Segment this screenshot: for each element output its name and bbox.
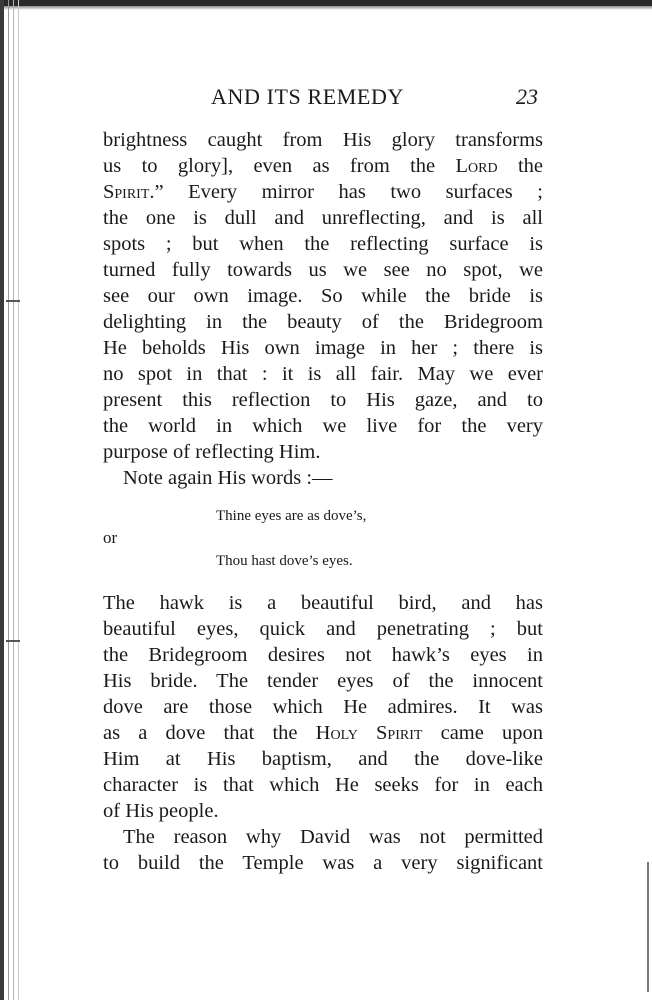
text-span: .” Every mirror has two surfaces ; xyxy=(149,181,543,203)
text-line: brightness caught from His glory transforms xyxy=(103,129,543,151)
text-line: turned fully towards us we see no spot, we xyxy=(103,259,543,281)
text-span: as a dove that the xyxy=(103,722,298,744)
spine-mark xyxy=(6,640,20,642)
text-line: Him at His baptism, and the dove-like xyxy=(103,748,543,770)
text-span: us to glory], even as from the xyxy=(103,155,436,177)
text-line: The hawk is a beautiful bird, and has xyxy=(103,592,543,614)
page-top-shadow xyxy=(0,6,652,10)
running-head: AND ITS REMEDY xyxy=(211,84,404,109)
right-edge-mark xyxy=(647,862,649,992)
text-line: of His people. xyxy=(103,800,219,822)
text-line: to build the Temple was a very significant xyxy=(103,852,543,874)
spine-mark xyxy=(6,300,20,302)
text-line: present this reflection to His gaze, and to xyxy=(103,389,543,411)
text-line: spots ; but when the reflecting surface is xyxy=(103,233,543,255)
text-span: came upon xyxy=(440,722,544,744)
spirit-small-caps: Spirit xyxy=(103,181,150,203)
text-line: The reason why David was not permitted xyxy=(123,826,543,848)
holy-spirit-small-caps: Holy Spirit xyxy=(315,722,423,744)
book-spine-edge xyxy=(0,0,4,1000)
text-line xyxy=(103,153,543,179)
text-line xyxy=(103,720,543,746)
text-line: purpose of reflecting Him. xyxy=(103,441,321,463)
gutter-line xyxy=(13,0,14,1000)
text-line: beautiful eyes, quick and penetrating ; but xyxy=(103,618,543,640)
gutter-line xyxy=(8,0,9,1000)
text-line: see our own image. So while the bride is xyxy=(103,285,543,307)
page-header xyxy=(0,84,652,112)
text-line: the Bridegroom desires not hawk’s eyes in xyxy=(103,644,543,666)
text-line: His bride. The tender eyes of the innocent xyxy=(103,670,543,692)
text-line: dove are those which He admires. It was xyxy=(103,696,543,718)
text-line: no spot in that : it is all fair. May we ever xyxy=(103,363,543,385)
verse-line-2: Thou hast dove’s eyes. xyxy=(216,553,353,569)
text-line xyxy=(103,179,543,205)
or-connector: or xyxy=(103,528,118,547)
text-span: the xyxy=(517,155,544,177)
text-line: the world in which we live for the very xyxy=(103,415,543,437)
page-number: 23 xyxy=(516,84,538,109)
text-line: He beholds His own image in her ; there is xyxy=(103,337,543,359)
text-line: character is that which He seeks for in each xyxy=(103,774,543,796)
text-line: delighting in the beauty of the Bridegroom xyxy=(103,311,543,333)
text-line: the one is dull and unreflecting, and is all xyxy=(103,207,543,229)
verse-line-1: Thine eyes are as dove’s, xyxy=(216,508,367,524)
note-line: Note again His words :— xyxy=(123,467,333,489)
gutter-line xyxy=(18,0,19,1000)
lord-small-caps: Lord xyxy=(455,155,498,177)
